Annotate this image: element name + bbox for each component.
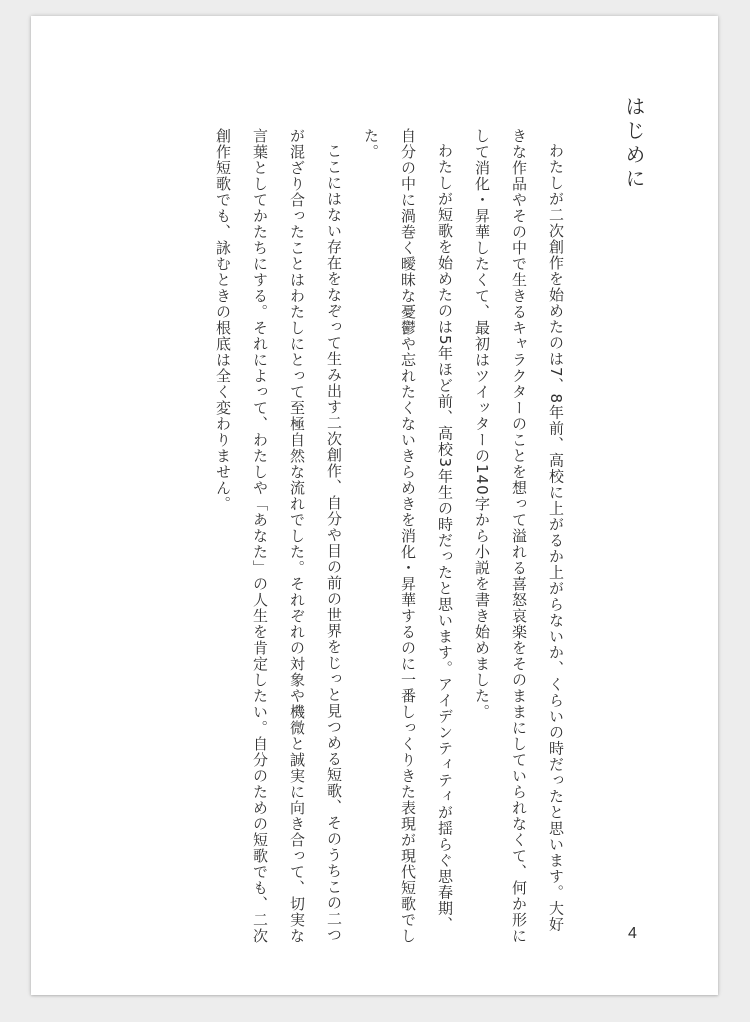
paragraph: ここにはない存在をなぞって生み出す二次創作、自分や目の前の世界をじっと見つめる短歌、そのうちこの二つが混ざり合ったことはわたしにとって至極自然な流れでした。それぞれの対象や機微と誠実に向き合って、切実な言葉としてかたちにする。それによって、わたしや「あなた」の人生を肯定したい。自分のための短歌でも、二次創作短歌でも、詠むときの根底は全く変わりません。 — [214, 128, 343, 944]
paragraph: わたしが短歌を始めたのは5年ほど前、高校3年生の時だったと思います。アイデンティティが揺らぐ思春期、自分の中に渦巻く曖昧な憂鬱や忘れたくないきらめきを消化・昇華するのに一番しっくりきた表現が現代短歌でした。 — [362, 128, 454, 944]
document-page — [31, 16, 718, 995]
page-title: はじめに — [622, 96, 646, 192]
page-number: 4 — [628, 925, 637, 942]
paragraph: わたしが二次創作を始めたのは7、8年前、高校に上がるか上がらないか、くらいの時だったと思います。大好きな作品やその中で生きるキャラクターのことを想って溢れる喜怒哀楽をそのままにしていられなくて、何か形にして消化・昇華したくて、最初はツイッターの140字から小説を書き始めました。 — [473, 128, 565, 944]
body-text — [204, 128, 574, 948]
